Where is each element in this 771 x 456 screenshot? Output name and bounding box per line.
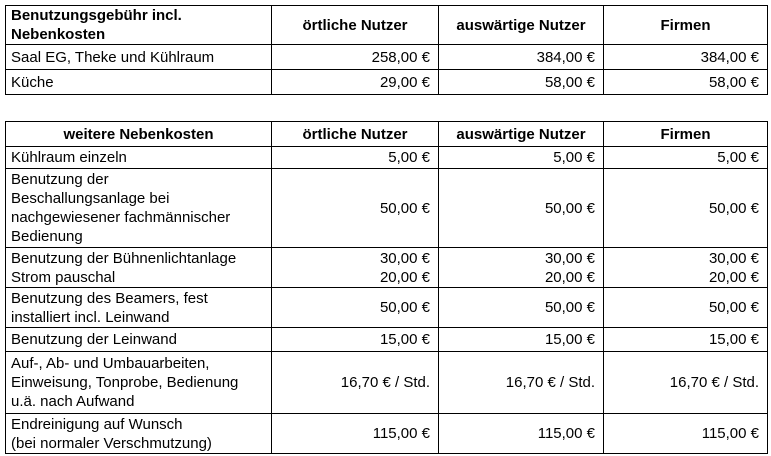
price-local: 29,00 € [272, 70, 439, 95]
table-row [6, 352, 768, 414]
price-external: 115,00 € [439, 414, 604, 454]
row-label: Benutzung der Beschallungsanlage bei nachgewiesener fachmännischer Bedienung [6, 169, 272, 248]
row-label: Küche [6, 70, 272, 95]
price-companies: 16,70 € / Std. [604, 352, 768, 414]
row-label: Auf-, Ab- und Umbauarbeiten, Einweisung, Tonprobe, Bedienung u.ä. nach Aufwand [6, 352, 272, 414]
price-companies: 5,00 € [604, 147, 768, 169]
price-companies: 58,00 € [604, 70, 768, 95]
table-row [6, 328, 768, 352]
price-companies: 115,00 € [604, 414, 768, 454]
row-label: Benutzung des Beamers, fest installiert incl. Leinwand [6, 288, 272, 328]
price-external: 384,00 € [439, 45, 604, 70]
table-row [6, 70, 768, 95]
row-label: Endreinigung auf Wunsch (bei normaler Verschmutzung) [6, 414, 272, 454]
price-companies: 15,00 € [604, 328, 768, 352]
table-row [6, 414, 768, 454]
price-companies: 50,00 € [604, 169, 768, 248]
table-row [6, 45, 768, 70]
price-local: 50,00 € [272, 288, 439, 328]
price-external: 58,00 € [439, 70, 604, 95]
price-external: 30,00 € 20,00 € [439, 248, 604, 288]
price-local: 258,00 € [272, 45, 439, 70]
column-header-companies: Firmen [604, 122, 768, 147]
price-external: 15,00 € [439, 328, 604, 352]
additional-costs-table [5, 121, 768, 454]
price-companies: 30,00 € 20,00 € [604, 248, 768, 288]
price-local: 16,70 € / Std. [272, 352, 439, 414]
column-header-external-users: auswärtige Nutzer [439, 6, 604, 45]
column-header-additional-costs: weitere Nebenkosten [6, 122, 272, 147]
price-external: 5,00 € [439, 147, 604, 169]
table-row [6, 248, 768, 288]
table-row [6, 169, 768, 248]
row-label: Kühlraum einzeln [6, 147, 272, 169]
column-header-companies: Firmen [604, 6, 768, 45]
price-local: 115,00 € [272, 414, 439, 454]
price-external: 50,00 € [439, 288, 604, 328]
column-header-external-users: auswärtige Nutzer [439, 122, 604, 147]
table-row [6, 288, 768, 328]
price-local: 50,00 € [272, 169, 439, 248]
column-header-local-users: örtliche Nutzer [272, 122, 439, 147]
table-header-row [6, 122, 768, 147]
price-companies: 50,00 € [604, 288, 768, 328]
price-local: 5,00 € [272, 147, 439, 169]
row-label: Saal EG, Theke und Kühlraum [6, 45, 272, 70]
row-label: Benutzung der Leinwand [6, 328, 272, 352]
column-header-fee: Benutzungsgebühr incl. Nebenkosten [6, 6, 272, 45]
price-local: 15,00 € [272, 328, 439, 352]
row-label: Benutzung der Bühnenlichtanlage Strom pauschal [6, 248, 272, 288]
table-row [6, 147, 768, 169]
table-header-row [6, 6, 768, 45]
price-local: 30,00 € 20,00 € [272, 248, 439, 288]
usage-fee-table [5, 5, 768, 95]
price-external: 50,00 € [439, 169, 604, 248]
price-external: 16,70 € / Std. [439, 352, 604, 414]
column-header-local-users: örtliche Nutzer [272, 6, 439, 45]
price-companies: 384,00 € [604, 45, 768, 70]
